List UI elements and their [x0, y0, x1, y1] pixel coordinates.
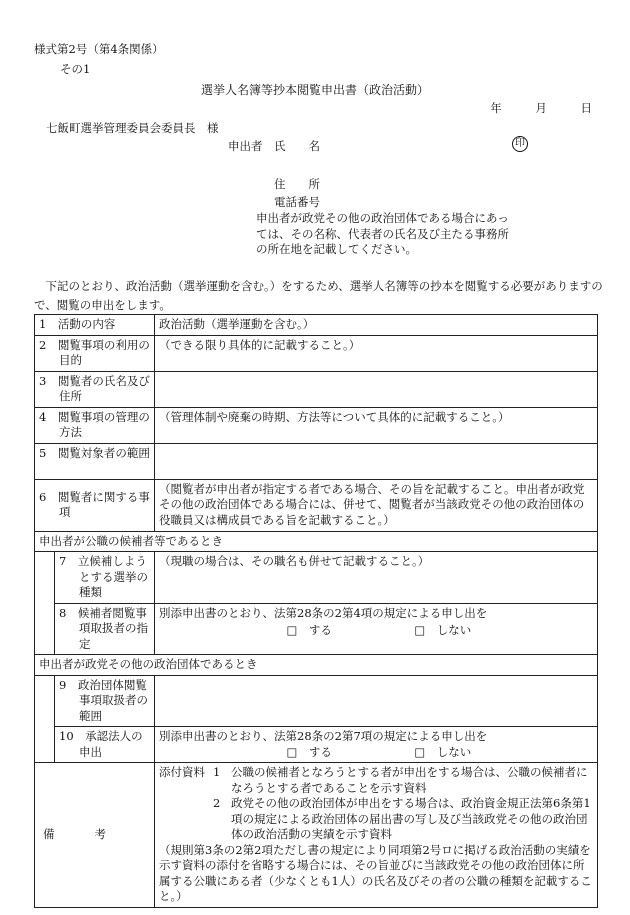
approval-text: 別添申出書のとおり、法第28条の2第7項の規定による申し出を — [159, 729, 488, 743]
row-label: 2 閲覧事項の利用の目的 — [35, 335, 155, 371]
row-label: 5 閲覧対象者の範囲 — [35, 443, 155, 479]
remarks-row — [35, 763, 598, 908]
applicant-note: 申出者が政党その他の政治団体である場合にあっては、その名称、代表者の氏名及び主たる事務所の所在地を記載してください。 — [256, 211, 509, 256]
table-row — [35, 603, 598, 655]
party-section-heading: 申出者が政党その他の政治団体であるとき — [35, 655, 598, 676]
row-content[interactable] — [155, 443, 598, 479]
row-content — [155, 727, 598, 763]
date-year: 年 — [490, 101, 502, 115]
date-day: 日 — [580, 101, 592, 115]
attachment-item-2 — [159, 796, 593, 843]
indent-cell — [35, 675, 55, 727]
attachment-text: 公職の候補者となろうとする者が申出をする場合は、公職の候補者になろうとする者であることを示す資料 — [231, 765, 588, 795]
date-month: 月 — [535, 101, 547, 115]
row-label: 9 政治団体閲覧事項取扱者の範囲 — [55, 675, 155, 727]
indent-cell — [35, 603, 55, 655]
phone-label: 電話番号 — [274, 195, 320, 209]
row-content[interactable]: （現職の場合は、その職名も併せて記載すること。） — [155, 552, 598, 604]
checkbox-group — [159, 745, 593, 761]
row-label: 10 承認法人の申出 — [55, 727, 155, 763]
addressee: 七飯町選挙管理委員会委員長 様 — [46, 121, 219, 135]
row-label: 4 閲覧事項の管理の方法 — [35, 407, 155, 443]
attachment-number: 1 — [213, 765, 221, 779]
intro-paragraph: 下記のとおり、政治活動（選挙運動を含む。）をするため、選挙人名簿等の抄本を閲覧する必要がありますので、閲覧の申出をします。 — [34, 279, 603, 312]
table-row — [35, 552, 598, 604]
row-content[interactable]: 政治活動（選挙運動を含む。） — [155, 315, 598, 336]
row-content — [155, 603, 598, 655]
row-content[interactable]: （閲覧者が申出者が指定する者である場合、その旨を記載すること。申出者が政党その他の政治団体である場合には、併せて、閲覧者が当該政党その他の政治団体の役職員又は構成員である旨を記載すること。） — [155, 479, 598, 531]
page-title: 選挙人名簿等抄本閲覧申出書（政治活動） — [200, 83, 429, 97]
attachment-number: 2 — [213, 796, 221, 810]
checkbox-yes[interactable]: □ する — [286, 623, 332, 637]
indent-cell — [35, 727, 55, 763]
remarks-content — [155, 763, 598, 908]
checkbox-yes[interactable]: □ する — [286, 744, 332, 759]
row-label: 3 閲覧者の氏名及び住所 — [35, 371, 155, 407]
table-row — [35, 407, 598, 443]
row-label: 7 立候補しようとする選挙の種類 — [55, 552, 155, 604]
section-heading-row — [35, 531, 598, 552]
checkbox-no[interactable]: □ しない — [414, 623, 472, 637]
row-content[interactable]: （できる限り具体的に記載すること。） — [155, 335, 598, 371]
designation-text: 別添申出書のとおり、法第28条の2第4項の規定による申し出を — [159, 605, 488, 620]
row-content[interactable] — [155, 371, 598, 407]
form-number: 様式第2号（第4条関係） — [34, 42, 164, 56]
table-row — [35, 315, 598, 336]
row-label: 1 活動の内容 — [35, 315, 155, 336]
table-row — [35, 335, 598, 371]
row-content[interactable]: （管理体制や廃棄の時期、方法等について具体的に記載すること。） — [155, 407, 598, 443]
form-variant: その1 — [60, 62, 91, 76]
row-label: 8 候補者閲覧事項取扱者の指定 — [55, 603, 155, 655]
table-row — [35, 371, 598, 407]
attachment-item-1 — [159, 765, 593, 796]
attachment-text: 政党その他の政治団体が申出をする場合は、政治資金規正法第6条第1項の規定による政治団体の届出書の写し及び当該政党その他の政治団体の政治活動の実績を示す資料 — [231, 796, 591, 841]
applicant-name-label: 申出者 氏 名 — [228, 139, 320, 153]
table-row — [35, 727, 598, 763]
address-label: 住 所 — [274, 177, 320, 191]
seal-mark: 印 — [512, 136, 528, 152]
remarks-footnote: （規則第3条の2第2項ただし書の規定により同項第2号ロに掲げる政治活動の実績を示す資料の添付を省略する場合には、その旨並びに当該政党その他の政治団体に所属する公職にある者（少なくとも1人）の氏名及びその者の公職の種類を記載すること。） — [159, 842, 592, 903]
section-heading-row — [35, 655, 598, 676]
table-row — [35, 479, 598, 531]
date-line — [490, 101, 592, 117]
row-content[interactable] — [155, 675, 598, 727]
remarks-label: 備考 — [35, 763, 155, 908]
checkbox-group — [159, 621, 593, 639]
checkbox-no[interactable]: □ しない — [414, 744, 472, 759]
attachment-label: 添付資料 — [159, 765, 206, 779]
indent-cell — [35, 552, 55, 604]
table-row — [35, 675, 598, 727]
application-table — [34, 314, 598, 908]
candidate-section-heading: 申出者が公職の候補者等であるとき — [35, 531, 598, 552]
row-label: 6 閲覧者に関する事項 — [35, 479, 155, 531]
table-row — [35, 443, 598, 479]
